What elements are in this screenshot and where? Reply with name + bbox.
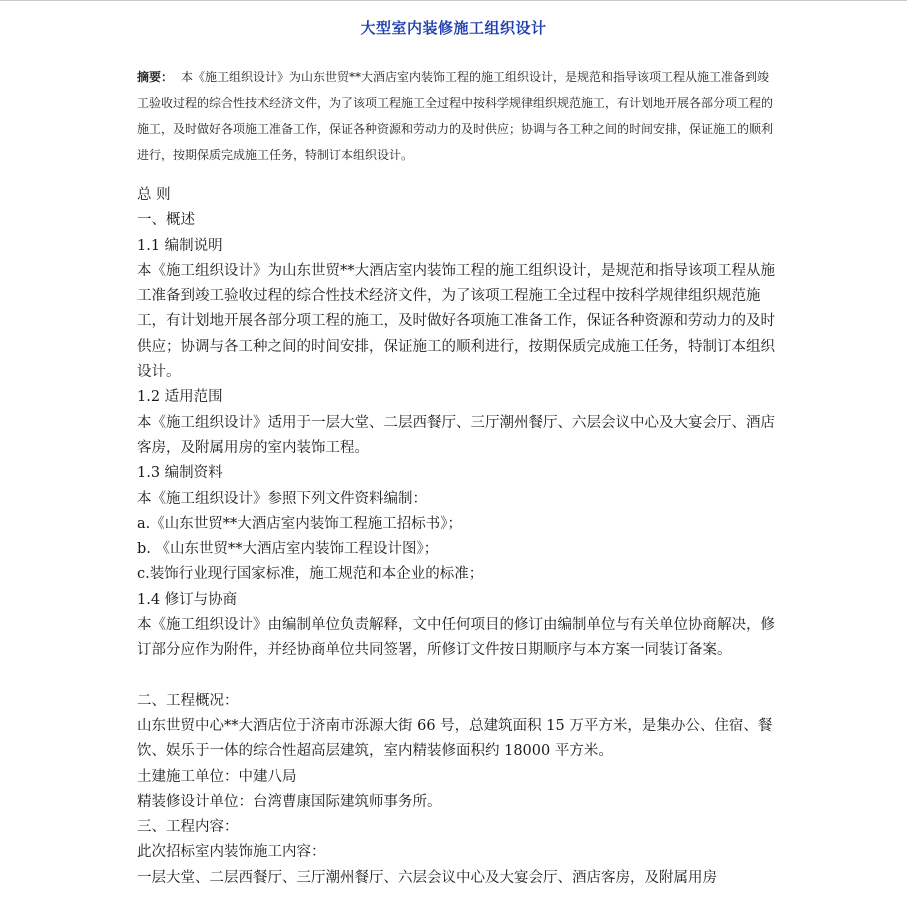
abstract-block: [137, 64, 777, 168]
paragraph-1-3: 本《施工组织设计》参照下列文件资料编制：: [137, 490, 427, 507]
paragraph-design-unit: 精装修设计单位：台湾曹康国际建筑师事务所。: [137, 793, 442, 810]
list-item-a: a.《山东世贸**大酒店室内装饰工程施工招标书》；: [137, 515, 463, 532]
section-heading-general: 总 则: [137, 187, 171, 203]
subsection-heading-1-1: 1.1 编制说明: [137, 237, 223, 254]
paragraph-project-overview: 山东世贸中心**大酒店位于济南市泺源大街 66 号，总建筑面积 15 万平方米，是集办公、住宿、餐饮、娱乐于一体的综合性超高层建筑，室内精装修面积约 18000 平方米。: [137, 717, 773, 760]
paragraph-1-4: 本《施工组织设计》由编制单位负责解释，文中任何项目的修订由编制单位与有关单位协商解决，修订部分应作为附件，并经协商单位共同签署，所修订文件按日期顺序与本方案一同装订备案。: [137, 617, 775, 659]
paragraph-1-2: 本《施工组织设计》适用于一层大堂、二层西餐厅、三厅潮州餐厅、六层会议中心及大宴会厅、酒店客房，及附属用房的室内装饰工程。: [137, 414, 775, 456]
abstract-text: 本《施工组织设计》为山东世贸**大酒店室内装饰工程的施工组织设计，是规范和指导该项工程从施工准备到竣工验收过程的综合性技术经济文件，为了该项工程施工全过程中按科学规律组织规范施工，有计划地开展各部分项工程的施工，及时做好各项施工准备工作，保证各种资源和劳动力的及时供应；协调与各工种之间的时间安排，保证施工的顺利进行，按期保质完成施工任务，特制订本组织设计。: [137, 70, 774, 162]
chapter-heading-overview: 一、概述: [137, 212, 195, 229]
paragraph-tender-content: 此次招标室内装饰施工内容：: [137, 844, 326, 861]
paragraph-scope-list: 一层大堂、二层西餐厅、三厅潮州餐厅、六层会议中心及大宴会厅、酒店客房，及附属用房: [137, 869, 717, 886]
abstract-label: 摘要：: [137, 70, 174, 84]
subsection-heading-1-3: 1.3 编制资料: [137, 465, 223, 482]
paragraph-construction-unit: 土建施工单位：中建八局: [137, 768, 297, 785]
document-title: 大型室内装修施工组织设计: [360, 19, 547, 37]
paragraph-1-1: 本《施工组织设计》为山东世贸**大酒店室内装饰工程的施工组织设计，是规范和指导该项工程从施工准备到竣工验收过程的综合性技术经济文件，为了该项工程施工全过程中按科学规律组织规范施工，有计划地开展各部分项工程的施工，及时做好各项施工准备工作，保证各种资源和劳动力的及时供应；协调与各工种之间的时间安排，保证施工的顺利进行，按期保质完成施工任务，特制订本组织设计。: [137, 262, 775, 381]
document-body: [137, 183, 777, 891]
list-item-c: c.装饰行业现行国家标准，施工规范和本企业的标准；: [137, 566, 484, 583]
top-border-line: [0, 0, 907, 1]
chapter-heading-project-overview: 二、工程概况：: [137, 692, 239, 709]
subsection-heading-1-4: 1.4 修订与协商: [137, 591, 238, 608]
subsection-heading-1-2: 1.2 适用范围: [137, 389, 223, 406]
chapter-heading-project-content: 三、工程内容：: [137, 819, 239, 836]
list-item-b: b. 《山东世贸**大酒店室内装饰工程设计图》；: [137, 541, 439, 558]
